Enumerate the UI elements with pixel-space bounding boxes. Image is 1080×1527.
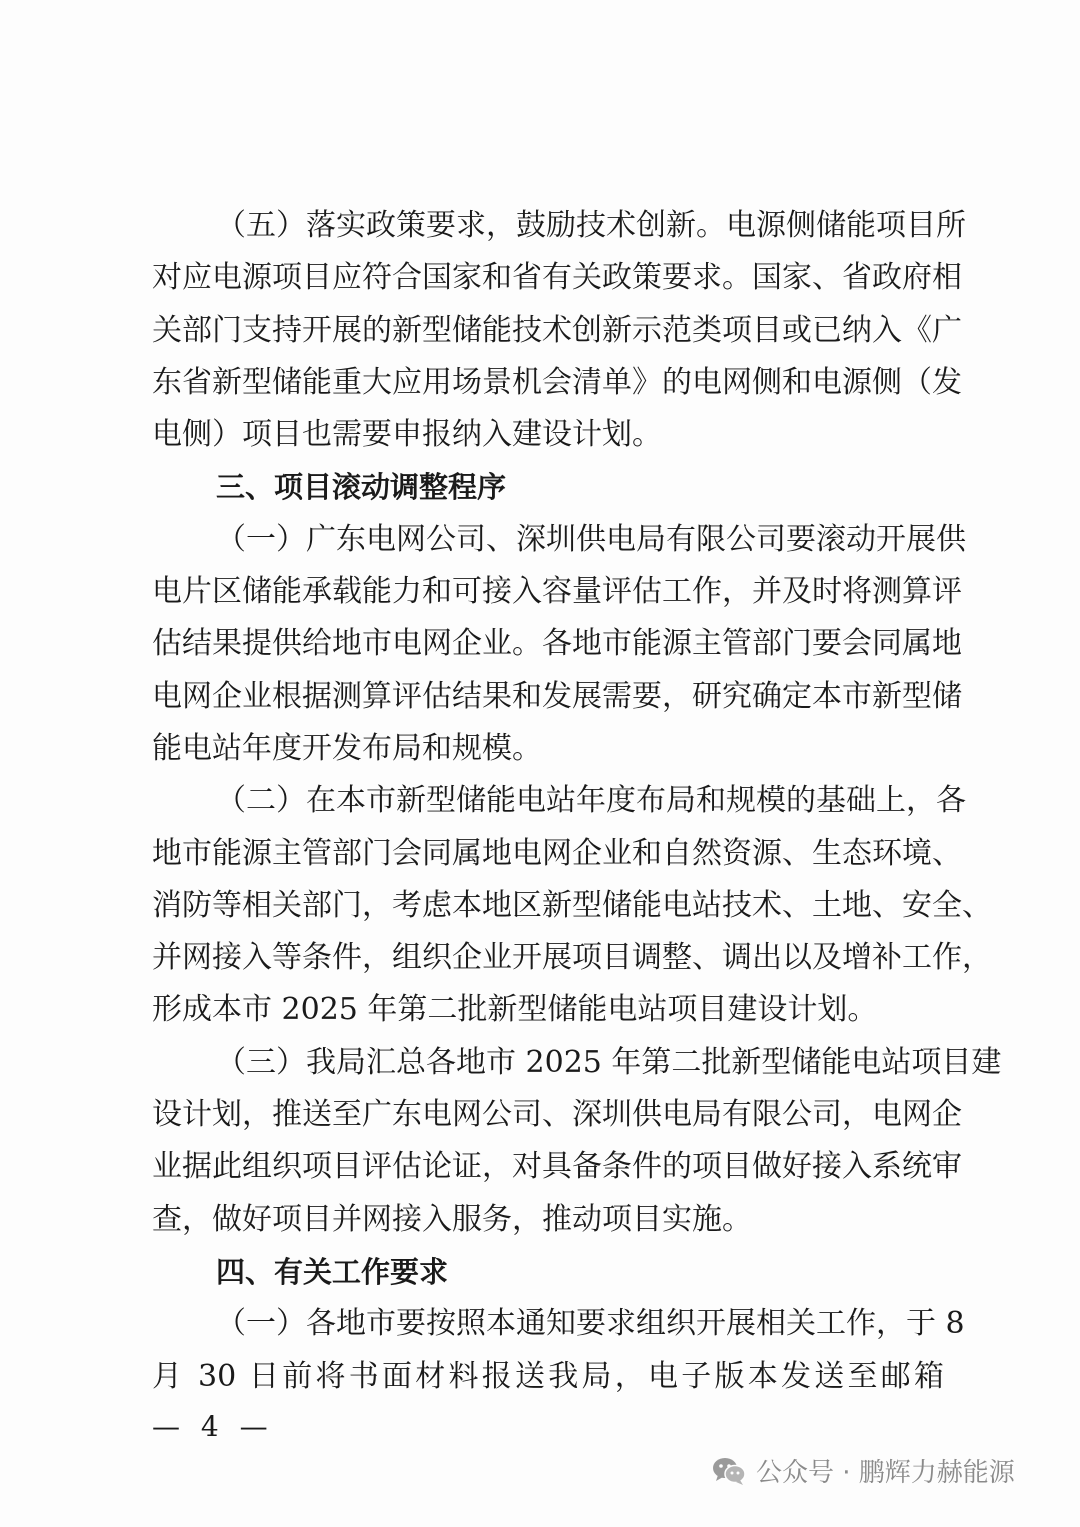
text-line: （三）我局汇总各地市 2025 年第二批新型储能电站项目建 <box>216 1044 1002 1080</box>
text-line: 月 30 日前将书面材料报送我局，电子版本发送至邮箱 <box>152 1358 944 1394</box>
wechat-icon <box>712 1456 746 1486</box>
text-line: 地市能源主管部门会同属地电网企业和自然资源、生态环境、 <box>152 835 962 871</box>
text-line: （五）落实政策要求，鼓励技术创新。电源侧储能项目所 <box>216 208 966 243</box>
text-line: 并网接入等条件，组织企业开展项目调整、调出以及增补工作， <box>152 940 992 976</box>
text-line: 能电站年度开发布局和规模。 <box>152 730 542 766</box>
document-body <box>152 200 1002 1403</box>
text-line: （一）广东电网公司、深圳供电局有限公司要滚动开展供 <box>216 521 966 557</box>
text-line: 关部门支持开展的新型储能技术创新示范类项目或已纳入《广 <box>152 312 962 348</box>
text-line: 消防等相关部门，考虑本地区新型储能电站技术、土地、安全、 <box>152 887 992 923</box>
text-line: 估结果提供给地市电网企业。各地市能源主管部门要会同属地 <box>152 626 962 662</box>
section-heading: 四、有关工作要求 <box>216 1254 449 1289</box>
text-line: 业据此组织项目评估论证，对具备条件的项目做好接入系统审 <box>152 1149 962 1185</box>
text-line: 东省新型储能重大应用场景机会清单》的电网侧和电源侧（发 <box>152 364 962 400</box>
text-line: 电片区储能承载能力和可接入容量评估工作，并及时将测算评 <box>152 574 962 610</box>
text-line: 对应电源项目应符合国家和省有关政策要求。国家、省政府相 <box>152 260 962 296</box>
text-line: 形成本市 2025 年第二批新型储能电站项目建设计划。 <box>152 992 878 1028</box>
text-line: 电网企业根据测算评估结果和发展需要，研究确定本市新型储 <box>152 678 962 714</box>
text-line: 查，做好项目并网接入服务，推动项目实施。 <box>152 1201 752 1237</box>
section-heading: 三、项目滚动调整程序 <box>216 470 507 505</box>
text-line: （一）各地市要按照本通知要求组织开展相关工作，于 8 <box>216 1306 965 1342</box>
watermark <box>712 1452 1015 1489</box>
page-number: — 4 — <box>152 1410 274 1443</box>
watermark-text: 公众号 · 鹏辉力赫能源 <box>756 1458 1015 1488</box>
text-line: 电侧）项目也需要申报纳入建设计划。 <box>152 417 662 453</box>
text-line: （二）在本市新型储能电站年度布局和规模的基础上，各 <box>216 783 966 819</box>
text-line: 设计划，推送至广东电网公司、深圳供电局有限公司，电网企 <box>152 1097 962 1133</box>
